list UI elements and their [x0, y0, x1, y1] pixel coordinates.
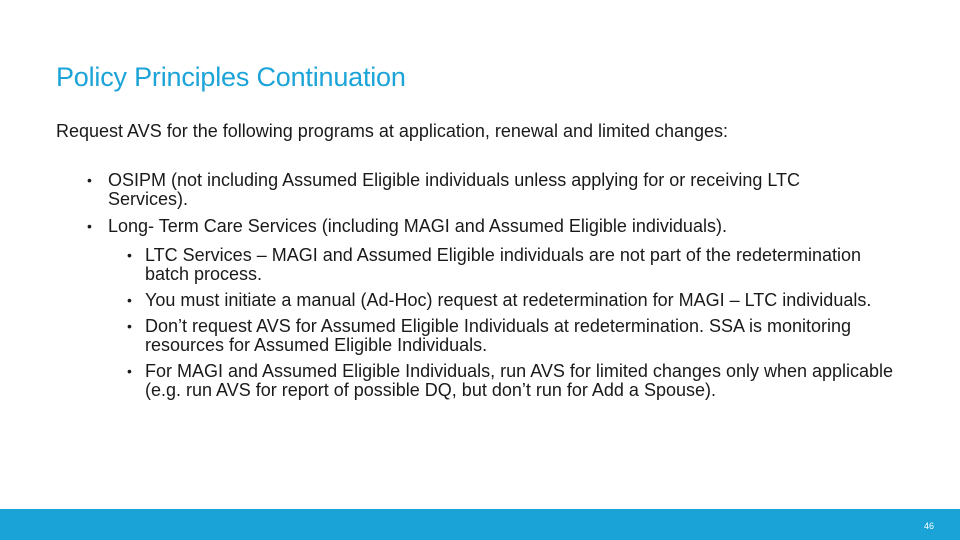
sub-bullet-item: [127, 360, 905, 400]
bullet-icon: •: [87, 218, 92, 234]
bullet-icon: •: [127, 317, 132, 334]
bullet-icon: •: [127, 362, 132, 379]
bullet-text: OSIPM (not including Assumed Eligible individuals unless applying for or receiving LTC Services).: [108, 170, 801, 209]
footer-bar: [0, 509, 960, 540]
bullet-list: [0, 171, 960, 407]
page-number: 46: [923, 521, 934, 531]
sub-bullet-text: Don’t request AVS for Assumed Eligible Individuals at redetermination. SSA is monitoring resources for Assumed Eligible Individuals.: [145, 315, 852, 355]
sub-bullet-item: [127, 244, 905, 284]
slide-title: Policy Principles Continuation: [56, 62, 406, 92]
sub-bullet-text: You must initiate a manual (Ad-Hoc) request at redetermination for MAGI – LTC individuals.: [145, 289, 872, 310]
bullet-icon: •: [127, 291, 132, 308]
bullet-item-osipm: [87, 170, 868, 209]
sub-bullet-item: [127, 289, 905, 310]
intro-text: Request AVS for the following programs at application, renewal and limited changes:: [56, 121, 729, 141]
sub-bullet-item: [127, 315, 905, 355]
bullet-icon: •: [87, 172, 92, 188]
bullet-icon: •: [127, 246, 132, 263]
sub-bullet-text: For MAGI and Assumed Eligible Individuals, run AVS for limited changes only when applicable (e.g. run AVS for report of possible DQ, but don’t run for Add a Spouse).: [145, 360, 894, 400]
bullet-item-ltc: [87, 216, 868, 236]
sub-bullet-text: LTC Services – MAGI and Assumed Eligible individuals are not part of the redetermination batch process.: [145, 244, 862, 284]
bullet-text: Long- Term Care Services (including MAGI and Assumed Eligible individuals).: [108, 216, 727, 236]
